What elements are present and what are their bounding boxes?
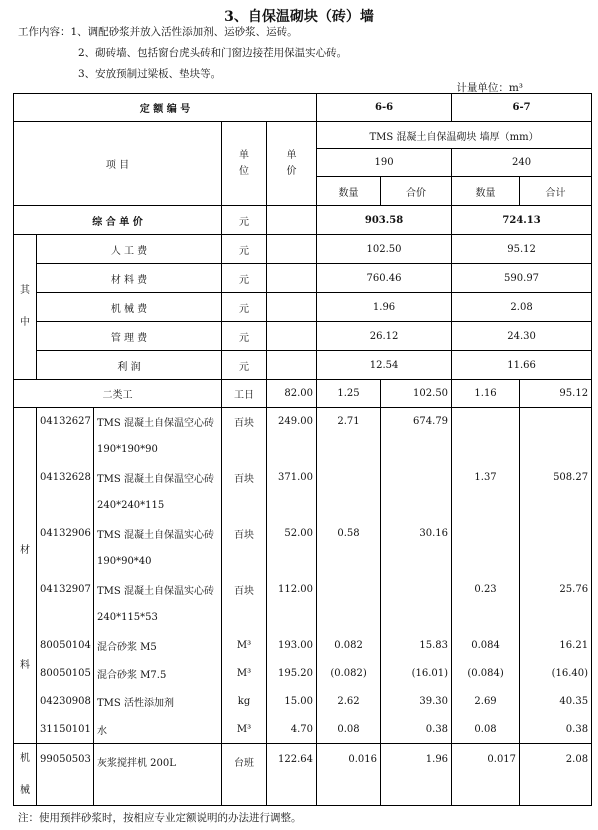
material-total-1: (16.01) <box>381 660 452 688</box>
labor-unit: 工日 <box>222 380 267 408</box>
breakdown-label: 机 械 费 <box>37 293 222 322</box>
material-code: 04132627 <box>37 408 94 436</box>
material-code: 80050104 <box>37 632 94 660</box>
total-header: 合计 <box>520 177 592 206</box>
material-unit: 百块 <box>222 576 267 604</box>
item-label: 项 目 <box>14 122 222 206</box>
material-price: 52.00 <box>267 520 317 548</box>
material-unit: M³ <box>222 660 267 688</box>
machine-qty-2: 0.017 <box>452 744 520 806</box>
material-unit: 百块 <box>222 520 267 548</box>
work-content-item: 1、调配砂浆并放入活性添加剂、运砂浆、运砖。 <box>70 26 298 38</box>
breakdown-unit: 元 <box>222 293 267 322</box>
breakdown-label: 利 润 <box>37 351 222 380</box>
breakdown-value-1: 102.50 <box>317 235 452 264</box>
material-qty-2 <box>452 408 520 436</box>
breakdown-label: 人 工 费 <box>37 235 222 264</box>
material-qty-2: 0.23 <box>452 576 520 604</box>
material-spec: 190*190*90 <box>94 436 222 464</box>
material-qty-1: 0.082 <box>317 632 381 660</box>
summary-price <box>267 206 317 235</box>
work-content-item: 2、砌砖墙、包括窗台虎头砖和门窗边接茬用保温实心砖。 <box>78 47 348 59</box>
material-total-2: 508.27 <box>520 464 592 492</box>
material-total-1: 30.16 <box>381 520 452 548</box>
summary-value-2: 724.13 <box>452 206 592 235</box>
material-price: 15.00 <box>267 688 317 716</box>
material-qty-1 <box>317 464 381 492</box>
breakdown-value-1: 12.54 <box>317 351 452 380</box>
material-code: 04132906 <box>37 520 94 548</box>
breakdown-value-2: 24.30 <box>452 322 592 351</box>
quota-code-1: 6-6 <box>317 94 452 122</box>
material-code: 04132628 <box>37 464 94 492</box>
breakdown-value-2: 590.97 <box>452 264 592 293</box>
breakdown-unit: 元 <box>222 351 267 380</box>
breakdown-value-2: 11.66 <box>452 351 592 380</box>
quota-table <box>13 93 592 806</box>
breakdown-unit: 元 <box>222 235 267 264</box>
breakdown-value-1: 26.12 <box>317 322 452 351</box>
material-name: 混合砂浆 M7.5 <box>94 660 222 688</box>
breakdown-price <box>267 322 317 351</box>
material-code: 04132907 <box>37 576 94 604</box>
labor-qty-2: 1.16 <box>452 380 520 408</box>
code-label: 定 额 编 号 <box>14 94 317 122</box>
material-total-2: 0.38 <box>520 716 592 744</box>
material-spec: 240*115*53 <box>94 604 222 632</box>
breakdown-price <box>267 264 317 293</box>
summary-label: 综 合 单 价 <box>14 206 222 235</box>
footnote: 注：使用预拌砂浆时，按相应专业定额说明的办法进行调整。 <box>18 812 302 824</box>
labor-price: 82.00 <box>267 380 317 408</box>
summary-value-1: 903.58 <box>317 206 452 235</box>
material-total-2: (16.40) <box>520 660 592 688</box>
material-price: 371.00 <box>267 464 317 492</box>
material-total-1: 39.30 <box>381 688 452 716</box>
page-title: 3、自保温砌块（砖）墙 <box>224 9 374 25</box>
material-qty-1: 2.62 <box>317 688 381 716</box>
material-code: 80050105 <box>37 660 94 688</box>
material-spec: 190*90*40 <box>94 548 222 576</box>
material-price: 193.00 <box>267 632 317 660</box>
breakdown-value-1: 760.46 <box>317 264 452 293</box>
material-group-label: 材 料 <box>14 408 37 744</box>
breakdown-value-2: 2.08 <box>452 293 592 322</box>
breakdown-price <box>267 351 317 380</box>
material-qty-1 <box>317 576 381 604</box>
machine-total-2: 2.08 <box>520 744 592 806</box>
material-total-1: 15.83 <box>381 632 452 660</box>
spec-header: TMS 混凝土自保温砌块 墙厚（mm） <box>317 122 592 149</box>
work-content-item: 3、安放预制过梁板、垫块等。 <box>78 68 222 80</box>
breakdown-value-2: 95.12 <box>452 235 592 264</box>
thickness-2: 240 <box>452 149 592 177</box>
qty-header: 数量 <box>317 177 381 206</box>
material-name: TMS 混凝土自保温空心砖 <box>94 408 222 436</box>
machine-price: 122.64 <box>267 744 317 806</box>
material-qty-2: 2.69 <box>452 688 520 716</box>
machine-unit: 台班 <box>222 744 267 806</box>
material-total-2 <box>520 520 592 548</box>
material-qty-2: 0.08 <box>452 716 520 744</box>
machine-code: 99050503 <box>37 744 94 806</box>
material-name: TMS 混凝土自保温空心砖 <box>94 464 222 492</box>
material-total-2 <box>520 408 592 436</box>
material-total-2: 25.76 <box>520 576 592 604</box>
breakdown-unit: 元 <box>222 322 267 351</box>
breakdown-price <box>267 293 317 322</box>
material-price: 112.00 <box>267 576 317 604</box>
qty-header: 数量 <box>452 177 520 206</box>
material-name: TMS 混凝土自保温实心砖 <box>94 576 222 604</box>
material-total-2: 16.21 <box>520 632 592 660</box>
unit-header: 单 位 <box>222 122 267 206</box>
material-qty-2 <box>452 520 520 548</box>
work-content-lead: 工作内容： <box>18 26 71 38</box>
material-code: 04230908 <box>37 688 94 716</box>
quota-code-2: 6-7 <box>452 94 592 122</box>
material-unit: M³ <box>222 632 267 660</box>
breakdown-group-label: 其 中 <box>14 235 37 380</box>
material-total-1 <box>381 576 452 604</box>
labor-total-1: 102.50 <box>381 380 452 408</box>
breakdown-value-1: 1.96 <box>317 293 452 322</box>
material-unit: 百块 <box>222 408 267 436</box>
material-price: 249.00 <box>267 408 317 436</box>
measurement-unit: 计量单位：m³ <box>456 82 523 94</box>
thickness-1: 190 <box>317 149 452 177</box>
material-qty-1: 0.58 <box>317 520 381 548</box>
material-total-1: 0.38 <box>381 716 452 744</box>
material-qty-2: 0.084 <box>452 632 520 660</box>
material-total-1: 674.79 <box>381 408 452 436</box>
machine-name: 灰浆搅拌机 200L <box>94 744 222 806</box>
price-header: 单 价 <box>267 122 317 206</box>
material-code: 31150101 <box>37 716 94 744</box>
material-unit: M³ <box>222 716 267 744</box>
material-unit: kg <box>222 688 267 716</box>
breakdown-price <box>267 235 317 264</box>
material-qty-2: 1.37 <box>452 464 520 492</box>
labor-qty-1: 1.25 <box>317 380 381 408</box>
material-qty-2: (0.084) <box>452 660 520 688</box>
machine-group-label: 机 械 <box>14 744 37 806</box>
machine-qty-1: 0.016 <box>317 744 381 806</box>
material-price: 4.70 <box>267 716 317 744</box>
breakdown-unit: 元 <box>222 264 267 293</box>
breakdown-label: 材 料 费 <box>37 264 222 293</box>
labor-label: 二类工 <box>14 380 222 408</box>
machine-total-1: 1.96 <box>381 744 452 806</box>
summary-unit: 元 <box>222 206 267 235</box>
total-header: 合价 <box>381 177 452 206</box>
material-name: TMS 混凝土自保温实心砖 <box>94 520 222 548</box>
work-content <box>18 22 347 85</box>
material-name: TMS 活性添加剂 <box>94 688 222 716</box>
material-name: 水 <box>94 716 222 744</box>
material-qty-1: 0.08 <box>317 716 381 744</box>
material-total-1 <box>381 464 452 492</box>
material-price: 195.20 <box>267 660 317 688</box>
material-total-2: 40.35 <box>520 688 592 716</box>
material-qty-1: 2.71 <box>317 408 381 436</box>
material-unit: 百块 <box>222 464 267 492</box>
material-qty-1: (0.082) <box>317 660 381 688</box>
material-spec: 240*240*115 <box>94 492 222 520</box>
breakdown-label: 管 理 费 <box>37 322 222 351</box>
material-name: 混合砂浆 M5 <box>94 632 222 660</box>
labor-total-2: 95.12 <box>520 380 592 408</box>
